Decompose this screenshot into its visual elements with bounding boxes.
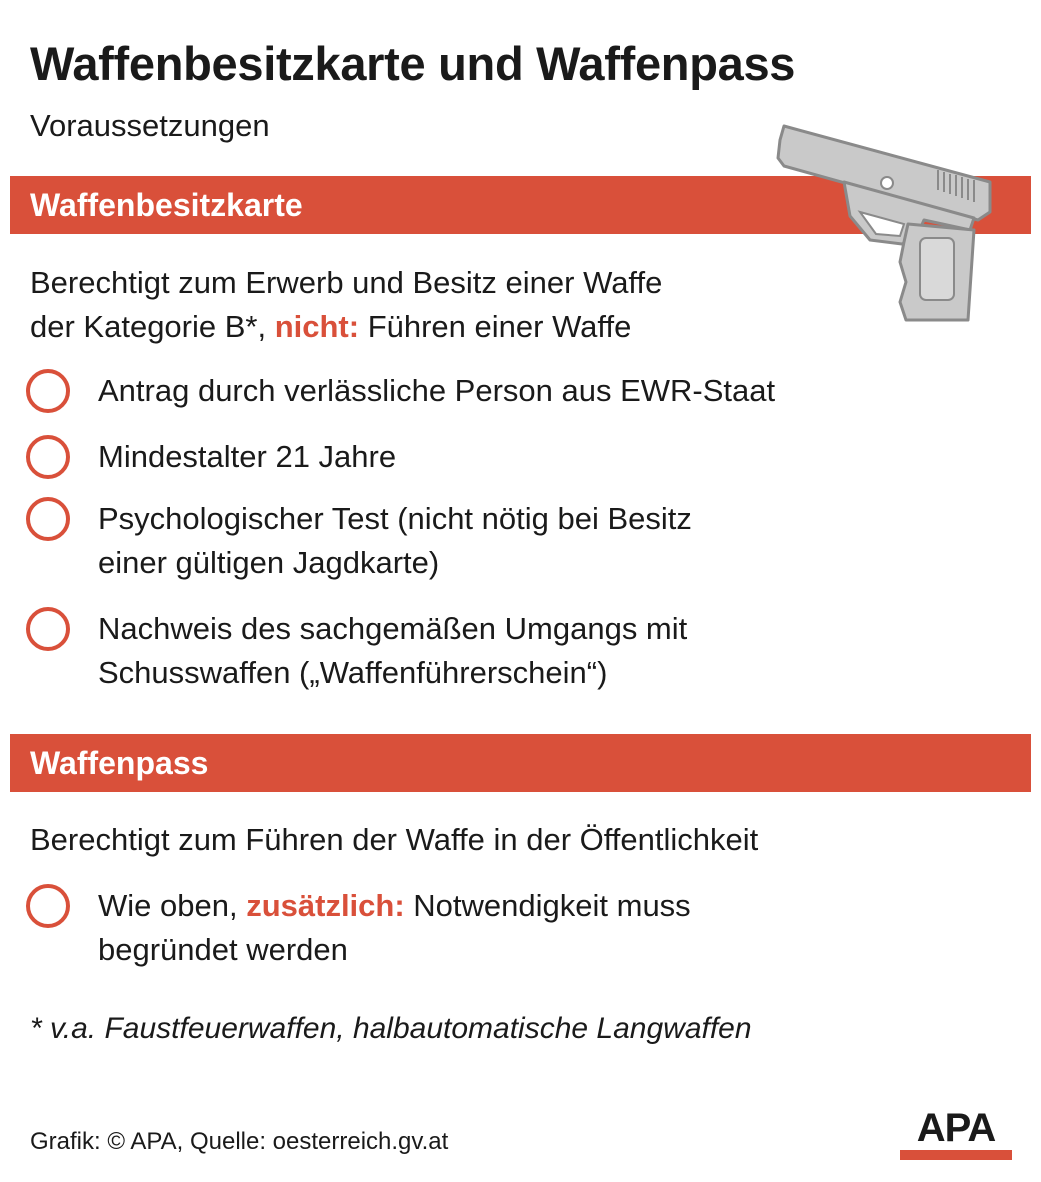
page-title: Waffenbesitzkarte und Waffenpass bbox=[30, 37, 796, 90]
apa-logo-bar bbox=[900, 1150, 1012, 1160]
requirement-item: Nachweis des sachgemäßen Umgangs mit bbox=[98, 611, 688, 646]
requirement-item: Antrag durch verlässliche Person aus EWR-Staat bbox=[98, 373, 776, 408]
source-credit: Grafik: © APA, Quelle: oesterreich.gv.at bbox=[30, 1128, 449, 1155]
requirement-item: Mindestalter 21 Jahre bbox=[98, 439, 397, 474]
section1-description-line1: Berechtigt zum Erwerb und Besitz einer Waffe bbox=[30, 265, 663, 300]
section-heading-waffenbesitzkarte: Waffenbesitzkarte bbox=[30, 187, 303, 223]
apa-logo-text: APA bbox=[916, 1106, 996, 1150]
apa-logo bbox=[900, 1108, 1012, 1160]
requirement-item-line2: begründet werden bbox=[98, 932, 348, 967]
circle-bullet-icon bbox=[26, 369, 70, 413]
requirement-item: Wie oben, zusätzlich: Notwendigkeit muss bbox=[98, 888, 691, 923]
requirement-item-line2: einer gültigen Jagdkarte) bbox=[98, 545, 440, 580]
page-subtitle: Voraussetzungen bbox=[30, 108, 270, 143]
circle-bullet-icon bbox=[26, 435, 70, 479]
requirement-item: Psychologischer Test (nicht nötig bei Besitz bbox=[98, 501, 692, 536]
section2-description: Berechtigt zum Führen der Waffe in der Öffentlichkeit bbox=[30, 822, 759, 857]
footnote: * v.a. Faustfeuerwaffen, halbautomatische Langwaffen bbox=[30, 1012, 752, 1045]
requirement-item-line2: Schusswaffen („Waffenführerschein“) bbox=[98, 655, 608, 690]
accent-zusaetzlich: zusätzlich: bbox=[246, 888, 405, 923]
circle-bullet-icon bbox=[26, 884, 70, 928]
circle-bullet-icon bbox=[26, 607, 70, 651]
section1-description-line2: der Kategorie B*, nicht: Führen einer Waffe bbox=[30, 309, 632, 344]
accent-nicht: nicht: bbox=[274, 309, 360, 344]
section-heading-waffenpass: Waffenpass bbox=[30, 745, 209, 781]
pistol-icon bbox=[774, 112, 994, 327]
circle-bullet-icon bbox=[26, 497, 70, 541]
